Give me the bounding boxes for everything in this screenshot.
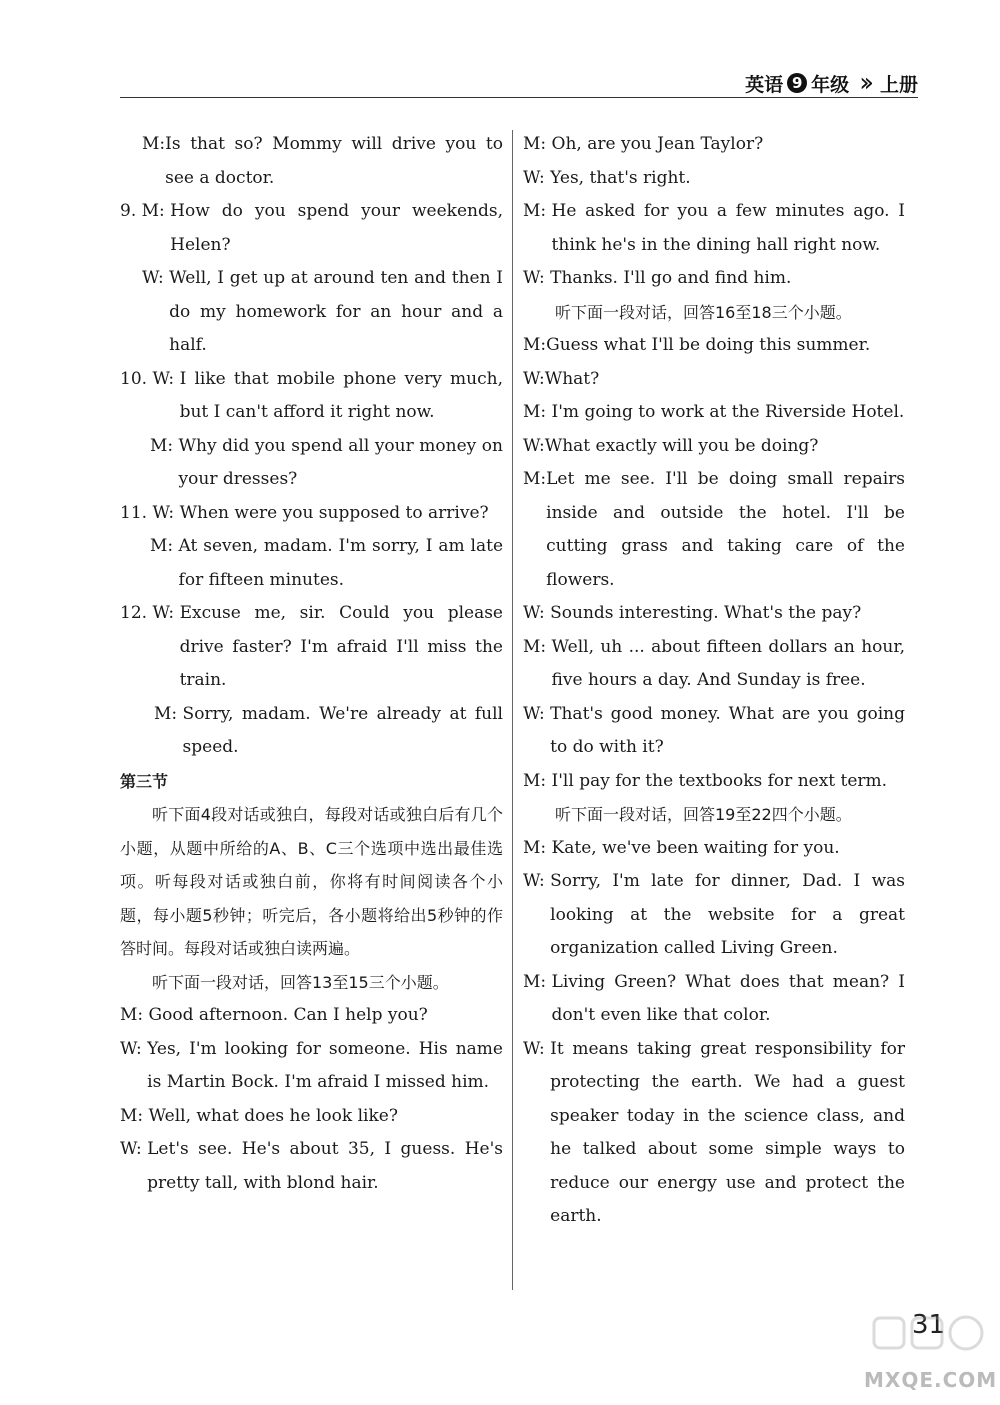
utterance-text: Yes, that's right.: [550, 167, 691, 188]
utterance-text: Thanks. I'll go and find him.: [550, 268, 792, 288]
utterance-text: Sorry, I'm late for dinner, Dad. I was looking at the website for a great organization called Living Green.: [550, 871, 905, 958]
dialogue-line: [523, 430, 905, 464]
utterance-text: Living Green? What does that mean? I don't even like that color.: [551, 971, 905, 1025]
dialogue-line: [523, 865, 905, 966]
header-rule: [120, 97, 918, 98]
utterance-text: Let me see. I'll be doing small repairs inside and outside the hotel. I'll be cutting grass and taking care of the flowers.: [546, 469, 905, 590]
speaker-label: M:: [523, 201, 552, 221]
utterance-text: How do you spend your weekends, Helen?: [170, 201, 503, 255]
left-column: [120, 128, 503, 1200]
utterance-text: What exactly will you be doing?: [544, 435, 819, 456]
utterance-text: I'm going to work at the Riverside Hotel.: [551, 402, 905, 422]
header-subject: 英语: [745, 73, 784, 96]
dialogue-line: [120, 1133, 503, 1200]
utterance-text: He asked for you a few minutes ago. I think he's in the dining hall right now.: [551, 201, 905, 255]
utterance-text: Sounds interesting. What's the pay?: [550, 603, 862, 623]
instruction-paragraph: 听下面一段对话，回答16至18三个小题。: [555, 302, 852, 322]
utterance-text: Oh, are you Jean Taylor?: [551, 134, 764, 154]
grade-badge: 9: [787, 73, 807, 93]
utterance-text: I'll pay for the textbooks for next term.: [551, 770, 888, 791]
speaker-label: W:: [523, 368, 545, 389]
utterance-text: It means taking great responsibility for protecting the earth. We had a guest speaker today in the science class, and he talked about some simple ways to reduce our energy use and protect the earth.: [550, 1038, 905, 1226]
dialogue-line: [120, 999, 503, 1033]
utterance-text: Sorry, madam. We're already at full speed.: [182, 703, 503, 757]
speaker-label: M:: [150, 536, 179, 556]
double-chevron-icon: ››: [859, 68, 868, 98]
speaker-label: M:: [523, 469, 547, 489]
instruction-paragraph: 听下面一段对话，回答19至22四个小题。: [555, 805, 852, 824]
speaker-label: W:: [120, 1139, 148, 1159]
speaker-label: M:: [523, 402, 552, 422]
page-number: 31: [912, 1310, 946, 1340]
dialogue-line: [523, 631, 905, 698]
speaker-label: M:: [523, 134, 552, 154]
speaker-label: W:: [523, 167, 551, 188]
dialogue-line: [523, 597, 905, 631]
speaker-label: W:: [142, 268, 170, 288]
instruction-paragraph: 听下面4段对话或独白，每段对话或独白后有几个小题，从题中所给的A、B、C三个选项中选出最佳选项。听每段对话或独白前，你将有时间阅读各个小题，每小题5秒钟；听完后，各小题将给出5秒钟的作答时间。每段对话或独白读两遍。: [120, 805, 503, 958]
utterance-text: Excuse me, sir. Could you please drive faster? I'm afraid I'll miss the train.: [179, 603, 503, 690]
speaker-label: M:: [523, 971, 552, 992]
utterance-text: When were you supposed to arrive?: [179, 502, 489, 523]
dialogue-line: [523, 195, 905, 262]
instruction-paragraph: 听下面一段对话，回答13至15三个小题。: [152, 972, 449, 992]
section-heading: 第三节: [120, 771, 169, 791]
dialogue-line: [120, 497, 503, 531]
dialogue-line: [120, 195, 503, 262]
dialogue-line: [523, 363, 905, 397]
speaker-label: 9. M:: [120, 201, 171, 221]
speaker-label: W:: [523, 703, 551, 724]
page-header: [120, 62, 918, 98]
speaker-label: M:: [120, 1105, 149, 1126]
speaker-label: M:: [150, 435, 179, 456]
utterance-text: At seven, madam. I'm sorry, I am late for fifteen minutes.: [178, 536, 503, 590]
dialogue-line: [523, 765, 905, 799]
dialogue-line: [523, 396, 905, 430]
speaker-label: M:: [523, 636, 552, 657]
speaker-label: W:: [523, 871, 551, 891]
utterance-text: I like that mobile phone very much, but I can't afford it right now.: [179, 368, 503, 422]
utterance-text: That's good money. What are you going to do with it?: [550, 703, 905, 757]
column-divider: [512, 130, 513, 1290]
speaker-label: M:: [142, 134, 166, 154]
speaker-label: 12. W:: [120, 603, 180, 623]
speaker-label: W:: [523, 1038, 551, 1059]
dialogue-line: [120, 1100, 503, 1134]
dialogue-line: [120, 530, 503, 597]
dialogue-line: [523, 698, 905, 765]
utterance-text: Is that so? Mommy will drive you to see a doctor.: [165, 134, 503, 188]
dialogue-line: [120, 128, 503, 195]
utterance-text: What?: [544, 368, 600, 389]
dialogue-line: [523, 966, 905, 1033]
speaker-label: M:: [154, 703, 183, 724]
speaker-label: W:: [120, 1038, 148, 1059]
utterance-text: Yes, I'm looking for someone. His name is Martin Bock. I'm afraid I missed him.: [147, 1038, 503, 1092]
dialogue-line: [120, 597, 503, 698]
dialogue-line: [120, 363, 503, 430]
dialogue-line: [523, 832, 905, 866]
utterance-text: Why did you spend all your money on your dresses?: [178, 435, 503, 489]
watermark-text: MXQE.COM: [864, 1368, 998, 1392]
utterance-text: Well, I get up at around ten and then I do my homework for an hour and a half.: [169, 268, 503, 355]
dialogue-line: [523, 463, 905, 597]
speaker-label: W:: [523, 603, 551, 623]
dialogue-line: [120, 698, 503, 765]
speaker-label: W:: [523, 435, 545, 456]
speaker-label: W:: [523, 268, 551, 288]
dialogue-line: [523, 128, 905, 162]
right-column: [523, 128, 905, 1234]
dialogue-line: [523, 262, 905, 296]
utterance-text: Good afternoon. Can I help you?: [148, 1005, 428, 1025]
header-title: [745, 68, 918, 98]
header-grade-suffix: 年级: [811, 73, 850, 96]
speaker-label: M:: [523, 837, 552, 858]
utterance-text: Kate, we've been waiting for you.: [551, 837, 840, 858]
dialogue-line: [523, 329, 905, 363]
speaker-label: M:: [523, 770, 552, 791]
speaker-label: M:: [120, 1005, 149, 1025]
speaker-label: M:: [523, 335, 547, 355]
header-volume: 上册: [879, 73, 918, 96]
utterance-text: Well, uh ... about fifteen dollars an hour, five hours a day. And Sunday is free.: [551, 636, 905, 690]
utterance-text: Guess what I'll be doing this summer.: [546, 335, 871, 355]
utterance-text: Let's see. He's about 35, I guess. He's pretty tall, with blond hair.: [147, 1139, 503, 1193]
utterance-text: Well, what does he look like?: [148, 1105, 398, 1126]
dialogue-line: [120, 1033, 503, 1100]
dialogue-line: [120, 430, 503, 497]
speaker-label: 10. W:: [120, 368, 180, 389]
dialogue-line: [120, 262, 503, 363]
dialogue-line: [523, 162, 905, 196]
speaker-label: 11. W:: [120, 502, 180, 523]
dialogue-line: [523, 1033, 905, 1234]
